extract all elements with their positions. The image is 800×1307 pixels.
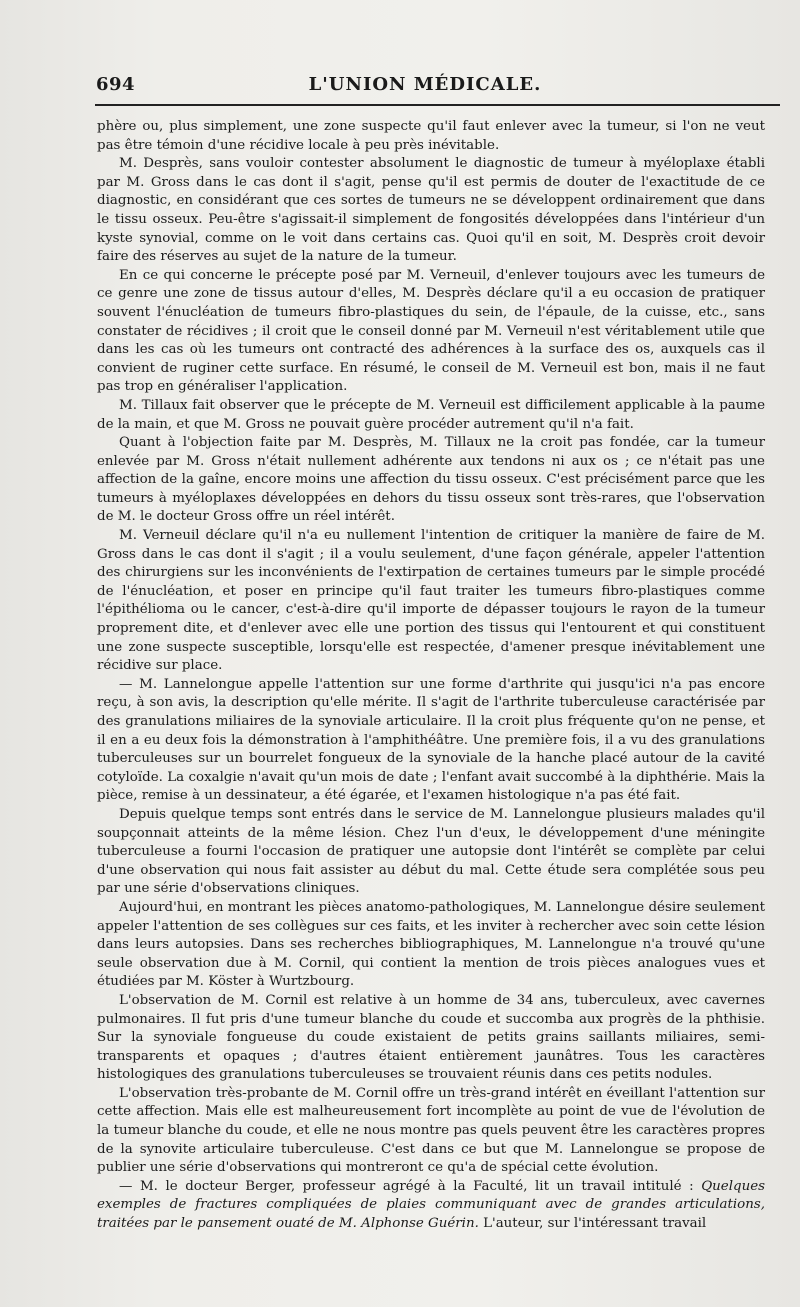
running-title: L'UNION MÉDICALE. (308, 74, 542, 95)
paragraph-last (97, 1178, 765, 1234)
paragraph: L'observation très-probante de M. Cornil offre un très-grand intérêt en éveillant l'attention sur cette affection. Mais elle est malheureusement fort incomplète au point de vue de l'évolution de la tumeur blanche du coude, et elle ne nous montre pas quels peuvent être les caractères propres de la synovite articulaire tuberculeuse. C'est dans ce but que M. Lannelongue se propose de publier une série d'observations qui montreront ce qu'a de spécial cette évolution. (97, 1085, 765, 1176)
paragraph-tail: L'auteur, sur l'intéressant travail (478, 1216, 707, 1232)
header-rule (95, 104, 780, 106)
work-title: Quelques exemples de fractures compliquées de plaies communiquant avec de grandes articulations, traitées par le pansement ouaté de M. Alphonse Guérin. (97, 1178, 765, 1232)
paragraph: Aujourd'hui, en montrant les pièces anatomo-pathologiques, M. Lannelongue désire seulement appeler l'attention de ses collègues sur ces faits, et les inviter à rechercher avec soin cette lésion dans leurs autopsies. Dans ses recherches bibliographiques, M. Lannelongue n'a trouvé qu'une seule observation due à M. Cornil, qui contient la mention de trois pièces analogues vues et étudiées par M. Köster à Wurtzbourg. (97, 899, 765, 990)
page-header (80, 72, 770, 100)
paragraph: M. Verneuil déclare qu'il n'a eu nullement l'intention de critiquer la manière de faire de M. Gross dans le cas dont il s'agit ; il a voulu seulement, d'une façon générale, appeler l'attention des chirurgiens sur les inconvénients de l'extirpation de certaines tumeurs par le simple procédé de l'énucléation, et poser en principe qu'il faut traiter les tumeurs fibro-plastiques comme l'épithélioma ou le cancer, c'est-à-dire qu'il importe de dépasser toujours le rayon de la tumeur proprement dite, et d'enlever avec elle une portion des tissus qui l'entourent et qui constituent une zone suspecte susceptible, lorsqu'elle est respectée, d'amener presque inévitablement une récidive sur place. (97, 528, 765, 674)
paragraph: Depuis quelque temps sont entrés dans le service de M. Lannelongue plusieurs malades qu'il soupçonnait atteints de la même lésion. Chez l'un d'eux, le développement d'une méningite tuberculeuse a fourni l'occasion de pratiquer une autopsie dont l'intérêt se complète par celui d'une observation qui nous fait assister au début du mal. Cette étude sera complétée sous peu par une série d'observations cliniques. (97, 806, 765, 897)
page-number: 694 (96, 74, 136, 95)
paragraph: — M. Lannelongue appelle l'attention sur une forme d'arthrite qui jusqu'ici n'a pas encore reçu, à son avis, la description qu'elle mérite. Il s'agit de l'arthrite tuberculeuse caractérisée par des granulations miliaires de la synoviale articulaire. Il la croit plus fréquente qu'on ne pense, et il en a eu deux fois la démonstration à l'amphithéâtre. Une première fois, il a vu des granulations tuberculeuses sur un bourrelet fongueux de la synoviale de la hanche placé autour de la cavité cotyloïde. La coxalgie n'avait qu'un mois de date ; l'enfant avait succombé à la diphthérie. Mais la pièce, remise à un dessinateur, a été égarée, et l'examen histologique n'a pas été fait. (97, 676, 765, 804)
paragraph: En ce qui concerne le précepte posé par M. Verneuil, d'enlever toujours avec les tumeurs de ce genre une zone de tissus autour d'elles, M. Desprès déclare qu'il a eu occasion de pratiquer souvent l'énucléation de tumeurs fibro-plastiques du sein, de l'épaule, de la cuisse, etc., sans constater de récidives ; il croit que le conseil donné par M. Verneuil n'est véritablement utile que dans les cas où les tumeurs ont contracté des adhérences à la surface des os, auxquels cas il convient de ruginer cette surface. En résumé, le conseil de M. Verneuil est bon, mais il ne faut pas trop en généraliser l'application. (97, 267, 765, 395)
paragraph: Quant à l'objection faite par M. Desprès, M. Tillaux ne la croit pas fondée, car la tumeur enlevée par M. Gross n'était nullement adhérente aux tendons ni aux os ; ce n'était pas une affection de la gaîne, encore moins une affection du tissu osseux. C'est précisément parce que les tumeurs à myéloplaxes développées en dehors du tissu osseux sont très-rares, que l'observation de M. le docteur Gross offre un réel intérêt. (97, 435, 765, 525)
paragraph: phère ou, plus simplement, une zone suspecte qu'il faut enlever avec la tumeur, si l'on ne veut pas être témoin d'une récidive locale à peu près inévitable. (97, 119, 765, 153)
paragraph: M. Tillaux fait observer que le précepte de M. Verneuil est difficilement applicable à la paume de la main, et que M. Gross ne pouvait guère procéder autrement qu'il n'a fait. (97, 397, 765, 432)
paragraph: M. Desprès, sans vouloir contester absolument le diagnostic de tumeur à myéloplaxe établi par M. Gross dans le cas dont il s'agit, pense qu'il est permis de douter de l'exactitude de ce diagnostic, en considérant que ces sortes de tumeurs ne se développent ordinairement que dans le tissu osseux. Peu-être s'agissait-il simplement de fongosités développées dans l'intérieur d'un kyste synovial, comme on le voit dans certains cas. Quoi qu'il en soit, M. Desprès croit devoir faire des réserves au sujet de la nature de la tumeur. (97, 156, 765, 265)
body-text (97, 118, 765, 1234)
paragraph: L'observation de M. Cornil est relative à un homme de 34 ans, tuberculeux, avec cavernes pulmonaires. Il fut pris d'une tumeur blanche du coude et succomba aux progrès de la phthisie. Sur la synoviale fongueuse du coude existaient de petits grains saillants miliaires, semi-transparents et opaques ; d'autres étaient entièrement jaunâtres. Tous les caractères histologiques des granulations tuberculeuses se trouvaient réunis dans ces petits nodules. (97, 992, 765, 1083)
paragraph-lead: — M. le docteur Berger, professeur agrégé à la Faculté, lit un travail intitulé : (119, 1178, 702, 1194)
